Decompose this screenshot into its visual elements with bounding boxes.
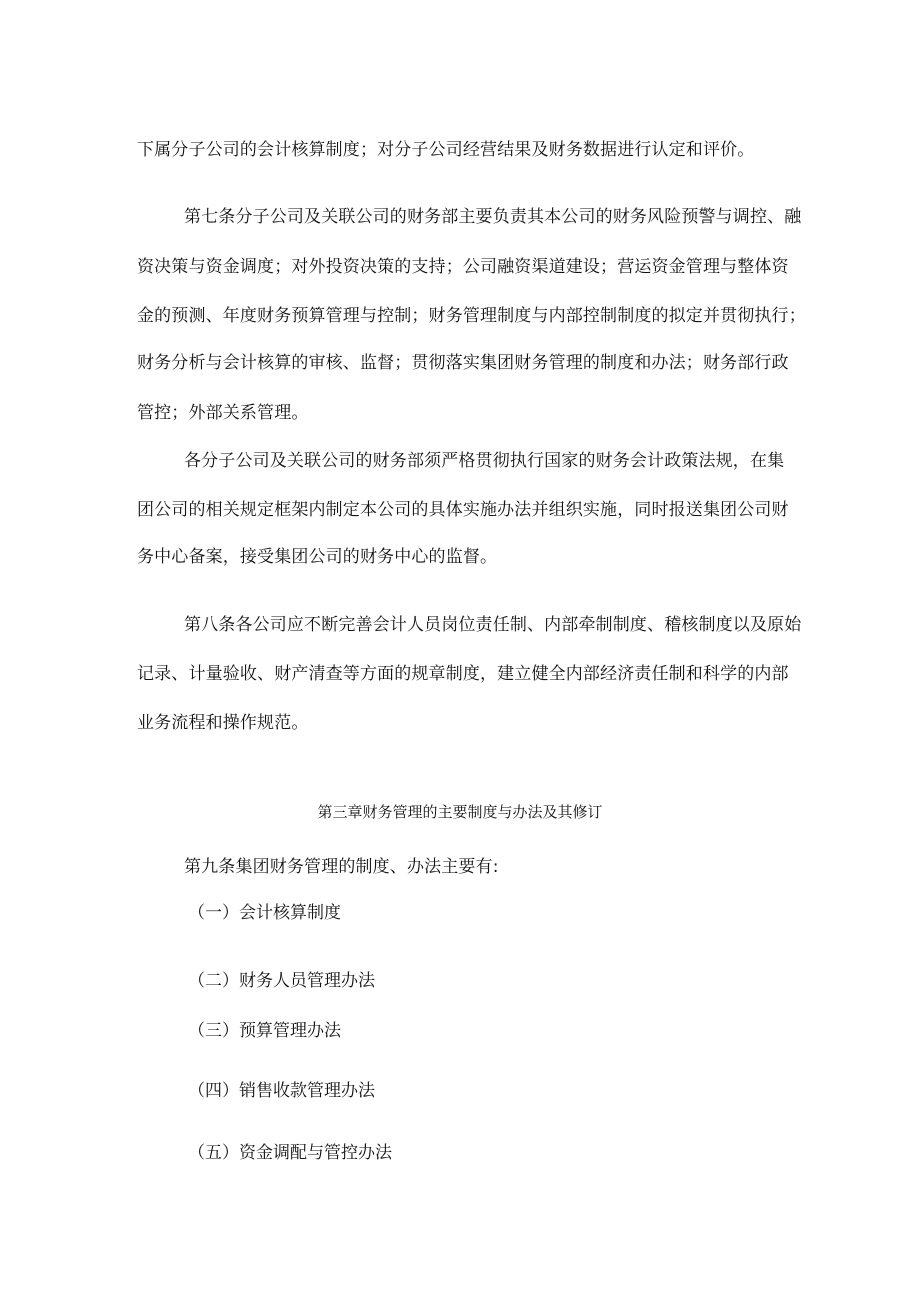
paragraph-line: 团公司的相关规定框架内制定本公司的具体实施办法并组织实施，同时报送集团公司财 [137, 500, 789, 520]
paragraph-line: 下属分子公司的会计核算制度；对分子公司经营结果及财务数据进行认定和评价。 [137, 140, 755, 160]
paragraph-line: 第七条分子公司及关联公司的财务部主要负责其本公司的财务风险预警与调控、融 [184, 207, 802, 227]
paragraph-line: 务中心备案，接受集团公司的财务中心的监督。 [137, 547, 498, 567]
paragraph-line: 金的预测、年度财务预算管理与控制；财务管理制度与内部控制制度的拟定并贯彻执行； [137, 306, 806, 326]
list-item: （四）销售收款管理办法 [188, 1081, 375, 1101]
paragraph-line: 财务分析与会计核算的审核、监督；贯彻落实集团财务管理的制度和办法；财务部行政 [137, 353, 789, 373]
paragraph-line: 第八条各公司应不断完善会计人员岗位责任制、内部牵制制度、稽核制度以及原始 [184, 615, 802, 635]
paragraph-line: 各分子公司及关联公司的财务部须严格贯彻执行国家的财务会计政策法规，在集 [184, 451, 785, 471]
chapter-heading: 第三章财务管理的主要制度与办法及其修订 [317, 803, 603, 821]
list-item: （一）会计核算制度 [188, 903, 341, 923]
list-item: （二）财务人员管理办法 [188, 971, 375, 991]
article-intro: 第九条集团财务管理的制度、办法主要有: [184, 857, 499, 877]
paragraph-line: 资决策与资金调度；对外投资决策的支持；公司融资渠道建设；营运资金管理与整体资 [137, 257, 789, 277]
paragraph-line: 管控；外部关系管理。 [137, 403, 309, 423]
list-item: （五）资金调配与管控办法 [188, 1143, 392, 1163]
paragraph-line: 记录、计量验收、财产清查等方面的规章制度，建立健全内部经济责任制和科学的内部 [137, 664, 789, 684]
paragraph-line: 业务流程和操作规范。 [137, 713, 309, 733]
list-item: （三）预算管理办法 [188, 1021, 341, 1041]
